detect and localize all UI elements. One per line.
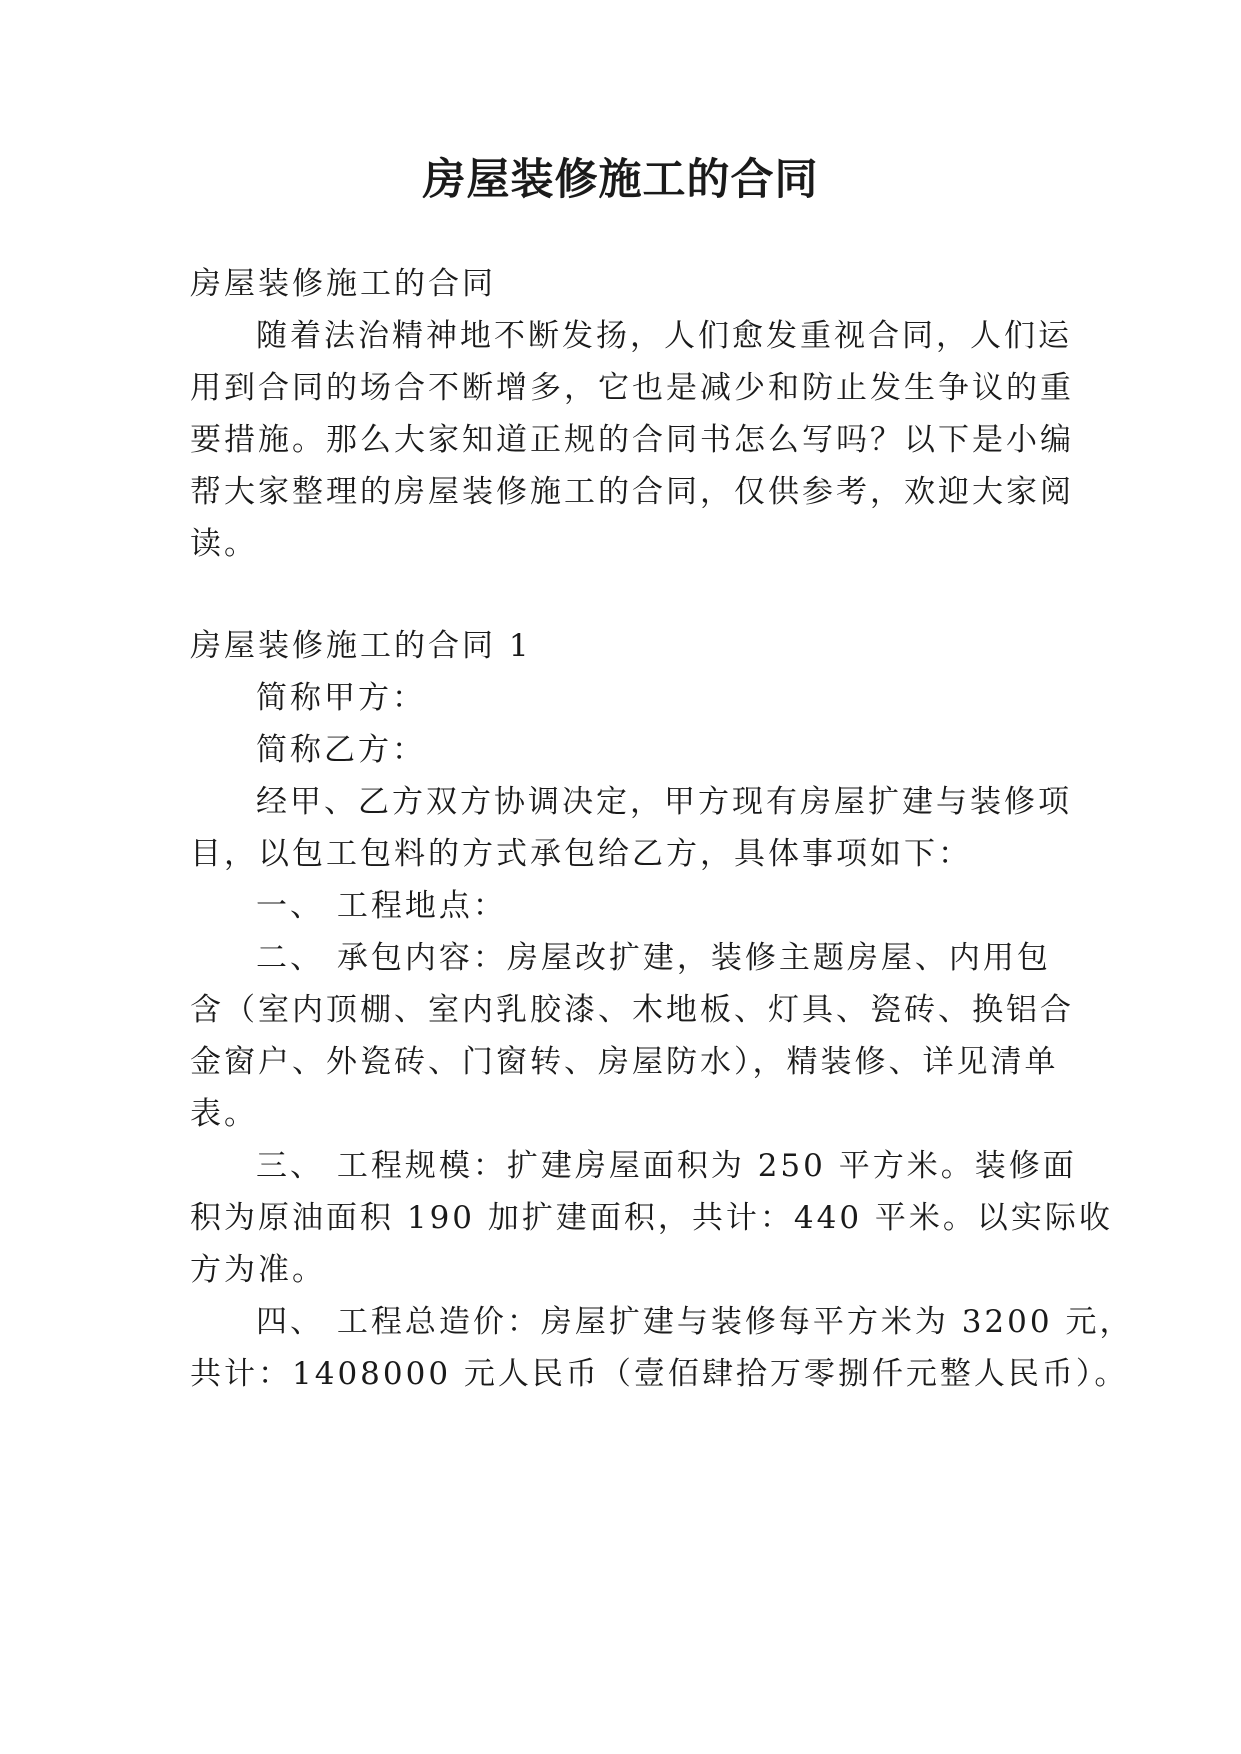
section-heading-intro: 房屋装修施工的合同: [190, 266, 496, 302]
clause-4-line-2: 共计：1408000 元人民币（壹佰肆拾万零捌仟元整人民币）。: [190, 1356, 1129, 1392]
clause-2-line-4: 表。: [190, 1096, 258, 1132]
agreement-line-2: 目，以包工包料的方式承包给乙方，具体事项如下：: [190, 836, 972, 872]
clause-2-line-3: 金窗户、外瓷砖、门窗转、房屋防水），精装修、详见清单: [190, 1044, 1059, 1080]
clause-3-line-3: 方为准。: [190, 1252, 326, 1288]
clause-2-line-2: 含（室内顶棚、室内乳胶漆、木地板、灯具、瓷砖、换铝合: [190, 992, 1074, 1028]
clause-3-line-1: 三、 工程规模：扩建房屋面积为 250 平方米。装修面: [256, 1148, 1077, 1184]
intro-line-5: 读。: [190, 526, 258, 562]
clause-4-line-1: 四、 工程总造价：房屋扩建与装修每平方米为 3200 元，: [256, 1304, 1134, 1340]
intro-line-3: 要措施。那么大家知道正规的合同书怎么写吗？以下是小编: [190, 422, 1074, 458]
agreement-line-1: 经甲、乙方双方协调决定，甲方现有房屋扩建与装修项: [256, 784, 1072, 820]
intro-line-1: 随着法治精神地不断发扬，人们愈发重视合同，人们运: [256, 318, 1072, 354]
party-a-line: 简称甲方：: [256, 680, 426, 716]
clause-2-line-1: 二、 承包内容：房屋改扩建，装修主题房屋、内用包: [256, 940, 1051, 976]
document-title: 房屋装修施工的合同: [422, 155, 819, 205]
intro-line-4: 帮大家整理的房屋装修施工的合同，仅供参考，欢迎大家阅: [190, 474, 1074, 510]
clause-1-line: 一、 工程地点：: [256, 888, 507, 924]
party-b-line: 简称乙方：: [256, 732, 426, 768]
intro-line-2: 用到合同的场合不断增多，它也是减少和防止发生争议的重: [190, 370, 1074, 406]
section-heading-contract-1: 房屋装修施工的合同 1: [190, 628, 532, 664]
clause-3-line-2: 积为原油面积 190 加扩建面积，共计：440 平米。以实际收: [190, 1200, 1113, 1236]
